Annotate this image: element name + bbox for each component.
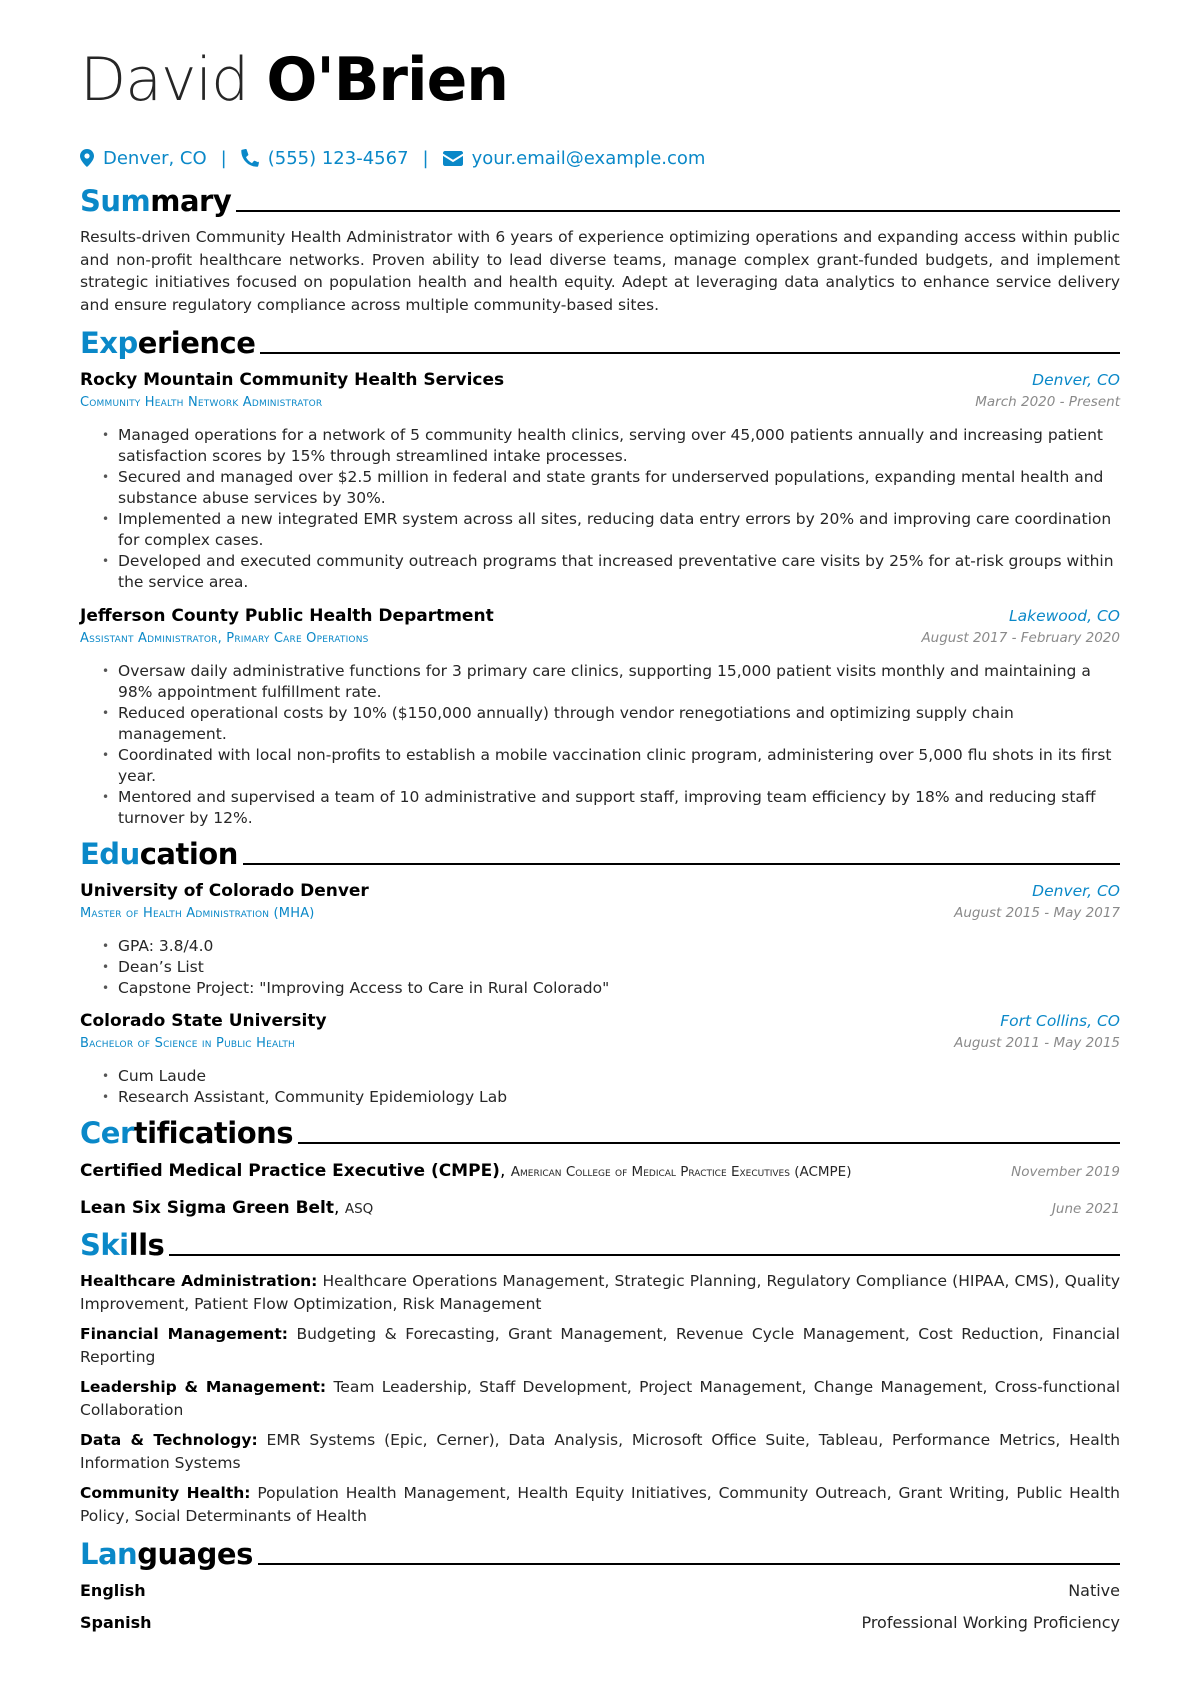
list-item: • Mentored and supervised a team of 10 administrative and support staff, improving team efficiency by 18% and reducing staff turnover by 12%. <box>102 787 1120 829</box>
list-item: • Implemented a new integrated EMR system across all sites, reducing data entry errors by 20% and improving care coordination for complex cases. <box>102 509 1120 551</box>
envelope-icon <box>443 151 463 166</box>
school-dates: August 2015 - May 2017 <box>954 905 1120 921</box>
experience-heading <box>80 324 1120 360</box>
list-item: • Reduced operational costs by 10% ($150,000 annually) through vendor renegotiations and optimizing supply chain management. <box>102 703 1120 745</box>
section-title: Languages <box>80 1537 253 1571</box>
summary-text: Results-driven Community Health Administrator with 6 years of experience optimizing operations and expanding access within public and non-profit healthcare networks. Proven ability to lead diverse teams, manage complex grant-funded budgets, and implement strategic initiatives focused on population health and health equity. Adept at leveraging data analytics to enhance service delivery and ensure regulatory compliance across multiple community-based sites. <box>80 228 1120 314</box>
school-name: University of Colorado Denver <box>80 881 369 901</box>
section-title: Skills <box>80 1228 165 1262</box>
contact-location <box>80 148 207 169</box>
education-entry <box>80 1009 1120 1108</box>
employer-name: Jefferson County Public Health Department <box>80 606 494 626</box>
experience-entry <box>80 604 1120 829</box>
school-bullets <box>80 1066 1120 1108</box>
school-name: Colorado State University <box>80 1011 327 1031</box>
list-item: • GPA: 3.8/4.0 <box>102 936 1120 957</box>
language-name: English <box>80 1581 146 1600</box>
skills-heading <box>80 1226 1120 1262</box>
list-item: • Dean’s List <box>102 957 1120 978</box>
phone-icon <box>241 149 259 167</box>
skill-group <box>80 1376 1120 1421</box>
section-title: Education <box>80 837 238 871</box>
education-entry <box>80 879 1120 999</box>
job-title: Assistant Administrator, Primary Care Operations <box>80 631 369 646</box>
section-divider <box>169 1254 1120 1256</box>
contact-separator: | <box>220 147 227 169</box>
language-item <box>80 1579 1120 1603</box>
summary-heading <box>80 182 1120 218</box>
skill-group <box>80 1323 1120 1368</box>
skill-group-label: Leadership & Management: <box>80 1378 327 1396</box>
list-item: • Developed and executed community outreach programs that increased preventative care visits by 25% for at-risk groups within the service area. <box>102 551 1120 593</box>
skill-group <box>80 1270 1120 1315</box>
job-bullets <box>80 425 1120 593</box>
section-divider <box>236 210 1120 212</box>
skill-group-label: Community Health: <box>80 1484 251 1502</box>
job-title: Community Health Network Administrator <box>80 395 323 410</box>
degree: Master of Health Administration (MHA) <box>80 906 315 921</box>
list-item: • Capstone Project: "Improving Access to Care in Rural Colorado" <box>102 978 1120 999</box>
school-location: Denver, CO <box>1032 882 1120 900</box>
school-location: Fort Collins, CO <box>1000 1012 1120 1030</box>
contact-email[interactable] <box>443 148 706 169</box>
language-level: Native <box>1068 1581 1120 1600</box>
section-title: Summary <box>80 184 232 218</box>
school-dates: August 2011 - May 2015 <box>954 1035 1120 1051</box>
job-dates: March 2020 - Present <box>975 394 1120 410</box>
job-dates: August 2017 - February 2020 <box>921 630 1120 646</box>
education-heading <box>80 835 1120 871</box>
certifications-heading <box>80 1114 1120 1150</box>
skill-group <box>80 1482 1120 1527</box>
list-item: • Oversaw daily administrative functions for 3 primary care clinics, supporting 15,000 patient visits monthly and maintaining a 98% appointment fulfillment rate. <box>102 661 1120 703</box>
language-level: Professional Working Proficiency <box>861 1613 1120 1632</box>
skill-group-label: Data & Technology: <box>80 1431 258 1449</box>
last-name: O'Brien <box>266 45 508 115</box>
employer-name: Rocky Mountain Community Health Services <box>80 370 505 390</box>
certification-date: June 2021 <box>1051 1201 1120 1217</box>
certification-name: Lean Six Sigma Green Belt <box>80 1198 335 1218</box>
skill-group-label: Financial Management: <box>80 1325 288 1343</box>
phone-text: (555) 123-4567 <box>267 147 409 169</box>
language-item <box>80 1611 1120 1635</box>
section-divider <box>243 863 1120 865</box>
certification-item: Lean Six Sigma Green Belt, ASQ June 2021 <box>80 1198 1120 1218</box>
email-link: your.email@example.com <box>471 147 706 169</box>
skill-group <box>80 1429 1120 1474</box>
certification-date: November 2019 <box>1011 1164 1120 1180</box>
skill-group-items: Budgeting & Forecasting, Grant Management, Revenue Cycle Management, Cost Reduction, Financial Reporting <box>80 1325 1120 1366</box>
skill-group-items: Healthcare Operations Management, Strategic Planning, Regulatory Compliance (HIPAA, CMS), Quality Improvement, Patient Flow Optimization, Risk Management <box>80 1272 1120 1313</box>
contact-phone[interactable] <box>241 148 409 169</box>
degree: Bachelor of Science in Public Health <box>80 1036 295 1051</box>
job-location: Lakewood, CO <box>1008 607 1120 625</box>
certification-issuer: American College of Medical Practice Executives (ACMPE) <box>510 1164 852 1180</box>
contact-separator: | <box>422 147 429 169</box>
list-item: • Research Assistant, Community Epidemiology Lab <box>102 1087 1120 1108</box>
location-text: Denver, CO <box>103 147 207 169</box>
section-divider <box>298 1142 1120 1144</box>
section-title: Experience <box>80 326 256 360</box>
certification-item: Certified Medical Practice Executive (CMPE), American College of Medical Practice Executives (ACMPE) November 2019 <box>80 1161 1120 1181</box>
skill-group-label: Healthcare Administration: <box>80 1272 318 1290</box>
resume-page <box>80 40 1120 1635</box>
languages-heading <box>80 1535 1120 1571</box>
candidate-name <box>80 40 1120 120</box>
language-name: Spanish <box>80 1613 152 1632</box>
skill-group-items: Team Leadership, Staff Development, Project Management, Change Management, Cross-functional Collaboration <box>80 1378 1120 1419</box>
contact-bar <box>80 144 1120 172</box>
skill-group-items: Population Health Management, Health Equity Initiatives, Community Outreach, Grant Writing, Public Health Policy, Social Determinants of Health <box>80 1484 1120 1525</box>
experience-entry <box>80 368 1120 593</box>
section-divider <box>260 352 1120 354</box>
list-item: • Secured and managed over $2.5 million in federal and state grants for underserved populations, expanding mental health and substance abuse services by 30%. <box>102 467 1120 509</box>
map-pin-icon <box>80 149 94 167</box>
certification-name: Certified Medical Practice Executive (CMPE) <box>80 1161 500 1181</box>
certification-issuer: ASQ <box>344 1201 374 1217</box>
list-item: • Cum Laude <box>102 1066 1120 1087</box>
school-bullets <box>80 936 1120 999</box>
section-title: Certifications <box>80 1116 294 1150</box>
job-location: Denver, CO <box>1032 371 1120 389</box>
section-divider <box>258 1563 1120 1565</box>
list-item: • Coordinated with local non-profits to establish a mobile vaccination clinic program, administering over 5,000 flu shots in its first year. <box>102 745 1120 787</box>
first-name: David <box>80 45 249 115</box>
list-item: • Managed operations for a network of 5 community health clinics, serving over 45,000 patients annually and increasing patient satisfaction scores by 15% through streamlined intake processes. <box>102 425 1120 467</box>
job-bullets <box>80 661 1120 829</box>
skill-group-items: EMR Systems (Epic, Cerner), Data Analysis, Microsoft Office Suite, Tableau, Performance Metrics, Health Information Systems <box>80 1431 1121 1472</box>
